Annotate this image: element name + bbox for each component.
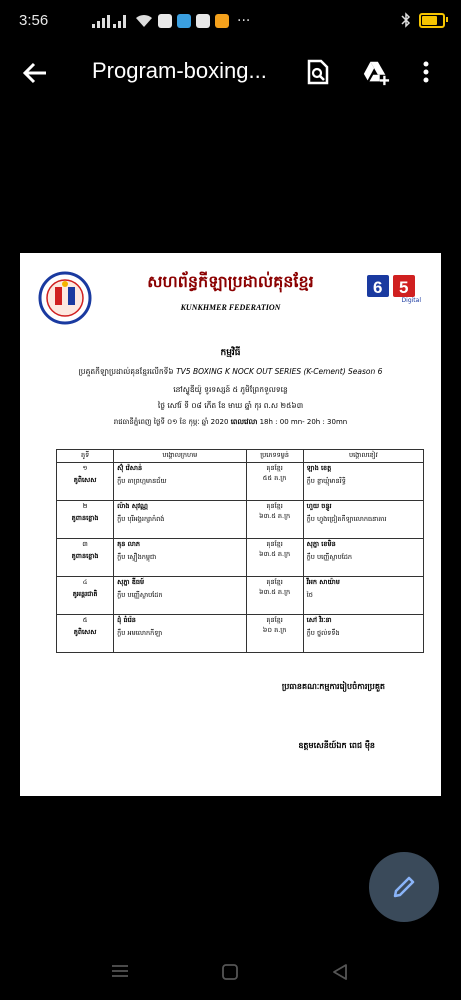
- blue-corner-cell: [303, 501, 423, 539]
- message-icon: [196, 14, 210, 28]
- status-bar: [0, 0, 461, 44]
- blue-fighter-name: វីអក សាយ៉ាម: [306, 578, 340, 586]
- bout-category: គូពិសេស: [73, 628, 97, 636]
- red-fighter-name: ដុំ ធំរ៉េន: [117, 616, 136, 624]
- status-icons: [92, 13, 250, 29]
- event-title-english: TV5 BOXING K NOCK OUT SERIES (K-Cement) Season 6: [176, 367, 383, 376]
- weight-class: ៦០ គ.ក្រ: [262, 626, 287, 634]
- blue-corner-cell: [303, 463, 423, 501]
- bout-cell: [57, 615, 114, 653]
- telegram-icon: [177, 14, 191, 28]
- red-fighter-club: ក្លឹប បញ្ញើស្លាបដែក: [117, 591, 163, 599]
- system-nav-bar: [0, 950, 461, 1000]
- table-header-row: [57, 450, 424, 463]
- weight-cell: [246, 501, 303, 539]
- red-fighter-name: ល៉ាង សុវណ្ណ: [117, 502, 148, 510]
- col-header-red-corner: បង្គោលក្រហម: [114, 450, 246, 463]
- blue-fighter-club: ថៃ: [306, 591, 313, 599]
- weight-style: គុនខ្មែរ: [266, 502, 283, 510]
- bout-category: គូពិសេស: [73, 476, 97, 484]
- blue-fighter-club: ក្លឹប ហ្វូងជ្រៀតកីឡាលោកធនាគារ: [306, 515, 387, 523]
- weight-cell: [246, 577, 303, 615]
- blue-fighter-name: សៅ វិរៈនា: [306, 616, 332, 624]
- weight-class: ៥៥ គ.ក្រ: [262, 474, 287, 482]
- date-time-line: [20, 418, 441, 428]
- add-to-drive-icon[interactable]: [362, 58, 390, 86]
- program-heading: កម្មវិធី: [220, 348, 241, 358]
- col-header-weight: ប្រភេទទម្ងន់: [246, 450, 303, 463]
- bout-category: គូពានខ្លោង: [71, 514, 99, 522]
- weight-class: ៦៣.៥ គ.ក្រ: [258, 588, 291, 596]
- weight-style: គុនខ្មែរ: [266, 616, 283, 624]
- table-row: [57, 577, 424, 615]
- blue-fighter-name: ហួយ ចន្ធូរ: [306, 502, 332, 510]
- blue-corner-cell: [303, 577, 423, 615]
- home-icon[interactable]: [222, 964, 238, 980]
- svg-text:5: 5: [399, 278, 409, 297]
- red-fighter-name: សុភ្នា ឌីធម៍: [117, 578, 145, 586]
- weight-class: ៦៣.៥ គ.ក្រ: [258, 512, 291, 520]
- weight-cell: [246, 615, 303, 653]
- bout-cell: [57, 539, 114, 577]
- col-header-bout: គូទី: [57, 450, 114, 463]
- slides-icon: [215, 14, 229, 28]
- weight-class: ៦៣.៥ គ.ក្រ: [258, 550, 291, 558]
- time-label: ពេលវេលា: [230, 418, 258, 426]
- red-fighter-club: ក្លឹប ស្ទឿងកម្ពុជា: [117, 553, 157, 561]
- blue-corner-cell: [303, 615, 423, 653]
- date-lunar-line: ថ្ងៃ សៅរ៍ ទី ០៨ កើត ខែ មាឃ ឆ្នាំ កុរ ព.ស ២៥៦៣: [157, 401, 304, 410]
- red-fighter-name: ស៊ុំ វ៉េសាន់: [117, 464, 143, 472]
- table-row: [57, 501, 424, 539]
- document-page: [20, 253, 441, 796]
- committee-chair-title: ប្រធានគណៈកម្មការរៀបចំការប្រគួត: [281, 682, 385, 691]
- federation-name-english: KUNKHMER FEDERATION: [180, 303, 281, 312]
- pencil-icon: [391, 874, 417, 900]
- blue-fighter-club: ក្លឹប ខ្លាឃ្មុំមានរិទ្ធិ: [306, 477, 346, 485]
- venue-line: នៅស្ទូឌីយ៉ូ ទូរទស្សន៍ ៥ ភូមិព្រែកទួលទន្លេ: [173, 385, 288, 394]
- document-title: Program-boxing...: [92, 58, 267, 83]
- event-title-khmer: ប្រគួតកីឡាប្រដាល់គុនខ្មែរលើកទី៦: [78, 367, 174, 376]
- notification-app-icon: [158, 14, 172, 28]
- col-header-blue-corner: បង្គោលខៀវ: [303, 450, 423, 463]
- federation-name-khmer: សហព័ន្ធកីឡាប្រដាល់គុនខ្មែរ: [147, 272, 314, 291]
- bout-number: ២: [82, 502, 88, 510]
- weight-style: គុនខ្មែរ: [266, 464, 283, 472]
- bout-number: ៥: [82, 616, 88, 624]
- red-fighter-club: ក្លឹប តាព្រហ្មមានជ័យ: [117, 477, 167, 485]
- red-fighter-club: ក្លឹប អមលោកកីឡា: [117, 629, 163, 637]
- weight-style: គុនខ្មែរ: [266, 578, 283, 586]
- bout-category: គូអន្តរជាតិ: [72, 590, 98, 598]
- blue-fighter-club: ក្លឹប បញ្ញើស្លាបដែក: [306, 553, 353, 561]
- bout-number: ៣: [82, 540, 88, 548]
- wifi-icon: [135, 14, 153, 28]
- signatory-name: ឧត្តមសេនីយ៍ឯក ពេជ ម៉ឺន: [298, 741, 375, 750]
- signal-icon: [92, 14, 130, 28]
- table-row: [57, 615, 424, 653]
- back-nav-icon[interactable]: [332, 964, 348, 980]
- table-row: [57, 463, 424, 501]
- tv5-logo: [365, 273, 421, 307]
- red-fighter-club: ក្លឹប បុរីអង្គរក្សាកំពង់: [117, 515, 165, 523]
- weight-cell: [246, 539, 303, 577]
- bout-cell: [57, 463, 114, 501]
- blue-corner-cell: [303, 539, 423, 577]
- red-corner-cell: [114, 501, 246, 539]
- red-corner-cell: [114, 615, 246, 653]
- tv5-digital-label: Digital: [401, 297, 421, 304]
- bout-cell: [57, 501, 114, 539]
- red-corner-cell: [114, 577, 246, 615]
- status-time: 3:56: [19, 12, 49, 29]
- svg-text:6: 6: [373, 278, 383, 297]
- bout-number: ១: [82, 464, 88, 472]
- table-row: [57, 539, 424, 577]
- weight-cell: [246, 463, 303, 501]
- bout-cell: [57, 577, 114, 615]
- find-in-document-icon[interactable]: [304, 58, 332, 86]
- date-text: រាជធានីភ្នំពេញ ថ្ងៃទី ០១ ខែ កុម្ភៈ ឆ្នាំ 2020: [113, 418, 229, 426]
- back-arrow-icon[interactable]: [20, 58, 50, 88]
- blue-fighter-club: ក្លឹប ថ្នល់ទទឹង: [306, 629, 340, 637]
- more-notifications-icon: ···: [237, 13, 251, 29]
- recent-apps-icon[interactable]: [112, 964, 128, 978]
- edit-fab-button[interactable]: [369, 852, 439, 922]
- red-corner-cell: [114, 539, 246, 577]
- event-title-line: [20, 367, 441, 378]
- overflow-menu-icon[interactable]: [420, 58, 432, 86]
- battery-icon: [419, 13, 445, 28]
- blue-fighter-name: ឡាង ខេត្ត: [306, 464, 332, 472]
- red-corner-cell: [114, 463, 246, 501]
- weight-style: គុនខ្មែរ: [266, 540, 283, 548]
- bout-number: ៤: [82, 578, 88, 586]
- blue-fighter-name: សុភ្នា ខេមិន: [306, 540, 336, 548]
- red-fighter-name: គុន លាភ: [117, 540, 141, 548]
- app-toolbar: [0, 44, 461, 100]
- bluetooth-icon: [401, 12, 411, 28]
- time-value: 18h : 00 mn- 20h : 30mn: [259, 418, 348, 426]
- bout-category: គូពានខ្លោង: [71, 552, 99, 560]
- fight-schedule-table: [56, 449, 424, 653]
